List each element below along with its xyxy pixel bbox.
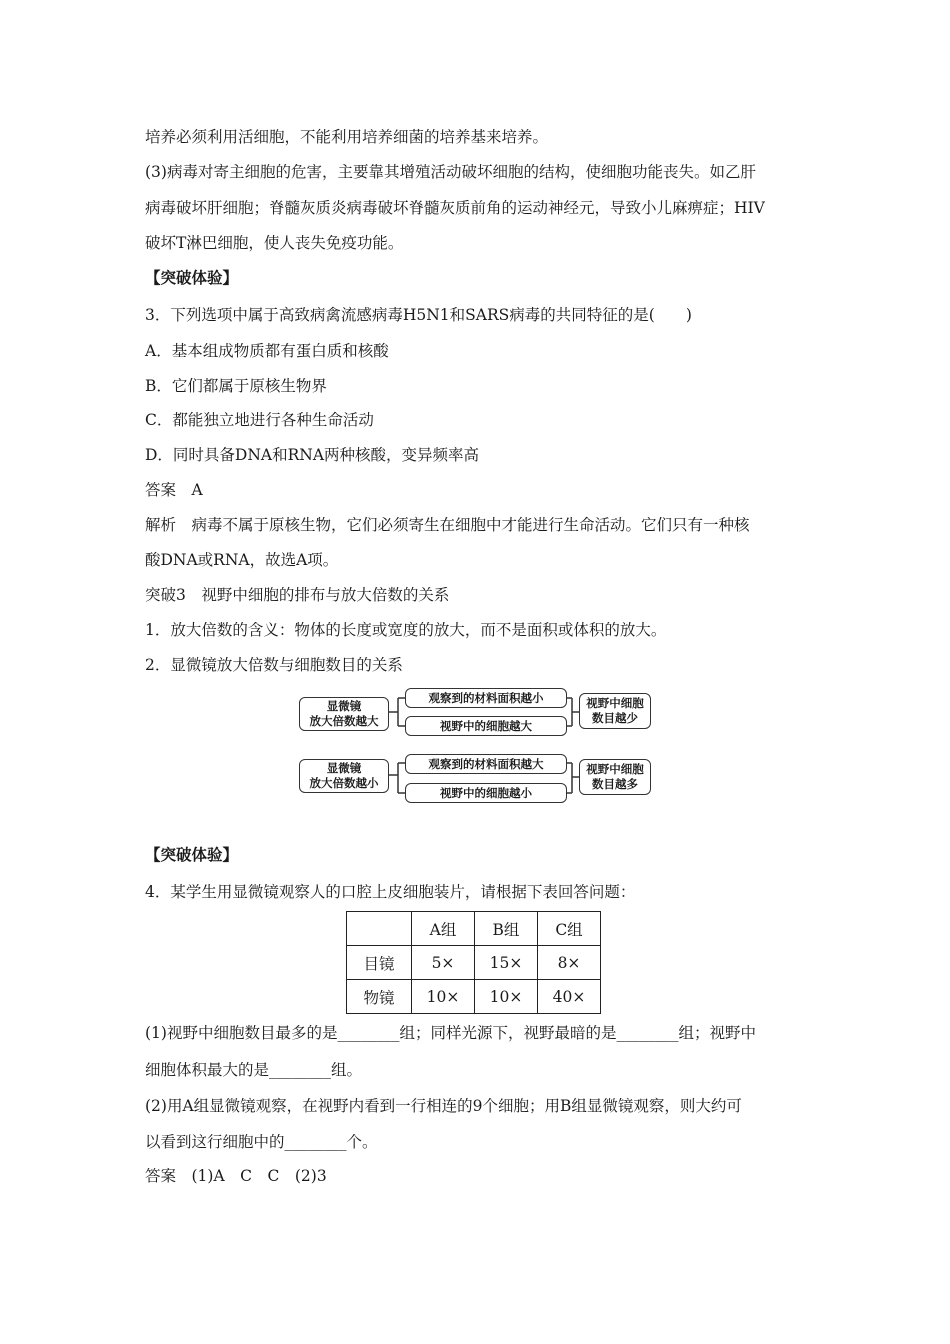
answer-4: 答案 (1)A C C (2)3 [145, 1167, 327, 1185]
table-cell: 5× [412, 946, 475, 980]
section-heading: 【突破体验】 [145, 845, 239, 864]
question-part-2: (2)用A组显微镜观察，在视野内看到一行相连的9个细胞；用B组显微镜观察，则大约可 [145, 1097, 742, 1115]
table-header-cell: A组 [412, 912, 475, 946]
cells-larger-box: 视野中的细胞越大 [405, 716, 567, 736]
text-line: 病毒破坏肝细胞；脊髓灰质炎病毒破坏脊髓灰质前角的运动神经元，导致小儿麻痹症；HIV [145, 199, 765, 217]
point-2: 2．显微镜放大倍数与细胞数目的关系 [145, 656, 403, 674]
table-row [347, 980, 601, 1014]
subsection-title: 突破3 视野中细胞的排布与放大倍数的关系 [145, 586, 450, 604]
table-cell: 15× [475, 946, 538, 980]
text-line: 培养必须利用活细胞，不能利用培养细菌的培养基来培养。 [145, 128, 549, 146]
table-row-label: 物镜 [347, 980, 412, 1014]
area-smaller-box: 观察到的材料面积越小 [405, 688, 567, 708]
question-4: 4．某学生用显微镜观察人的口腔上皮细胞装片，请根据下表回答问题： [145, 883, 636, 901]
answer-3: 答案 A [145, 481, 203, 499]
area-larger-box: 观察到的材料面积越大 [405, 754, 567, 774]
explanation-line: 解析 病毒不属于原核生物，它们必须寄生在细胞中才能进行生命活动。它们只有一种核 [145, 516, 750, 534]
question-part-1-cont: 细胞体积最大的是________组。 [145, 1061, 363, 1079]
option-b: B．它们都属于原核生物界 [145, 377, 327, 395]
explanation-line: 酸DNA或RNA，故选A项。 [145, 551, 339, 569]
table-header-row [347, 912, 601, 946]
magnification-diagram [297, 687, 657, 807]
table-header-cell: C组 [538, 912, 601, 946]
table-cell: 40× [538, 980, 601, 1014]
cell-count-fewer-box: 视野中细胞 数目越少 [579, 693, 651, 729]
option-d: D．同时具备DNA和RNA两种核酸，变异频率高 [145, 446, 480, 464]
question-part-2-cont: 以看到这行细胞中的________个。 [145, 1133, 378, 1151]
magnification-low-box: 显微镜 放大倍数越小 [299, 759, 389, 793]
table-cell: 10× [412, 980, 475, 1014]
question-3: 3．下列选项中属于高致病禽流感病毒H5N1和SARS病毒的共同特征的是( ) [145, 306, 692, 324]
text-line: (3)病毒对寄主细胞的危害，主要靠其增殖活动破坏细胞的结构，使细胞功能丧失。如乙肝 [145, 163, 756, 181]
table-cell [347, 912, 412, 946]
table-row [347, 946, 601, 980]
cell-count-more-box: 视野中细胞 数目越多 [579, 759, 651, 795]
table-row-label: 目镜 [347, 946, 412, 980]
question-part-1: (1)视野中细胞数目最多的是________组；同样光源下，视野最暗的是________组；视野中 [145, 1024, 756, 1042]
table-cell: 8× [538, 946, 601, 980]
point-1: 1．放大倍数的含义：物体的长度或宽度的放大，而不是面积或体积的放大。 [145, 621, 667, 639]
table-cell: 10× [475, 980, 538, 1014]
magnification-table [346, 911, 601, 1014]
option-a: A．基本组成物质都有蛋白质和核酸 [145, 342, 389, 360]
text-line: 破坏T淋巴细胞，使人丧失免疫功能。 [145, 234, 404, 252]
option-c: C．都能独立地进行各种生命活动 [145, 411, 374, 429]
cells-smaller-box: 视野中的细胞越小 [405, 783, 567, 803]
table-header-cell: B组 [475, 912, 538, 946]
magnification-high-box: 显微镜 放大倍数越大 [299, 697, 389, 731]
section-heading: 【突破体验】 [145, 268, 239, 287]
